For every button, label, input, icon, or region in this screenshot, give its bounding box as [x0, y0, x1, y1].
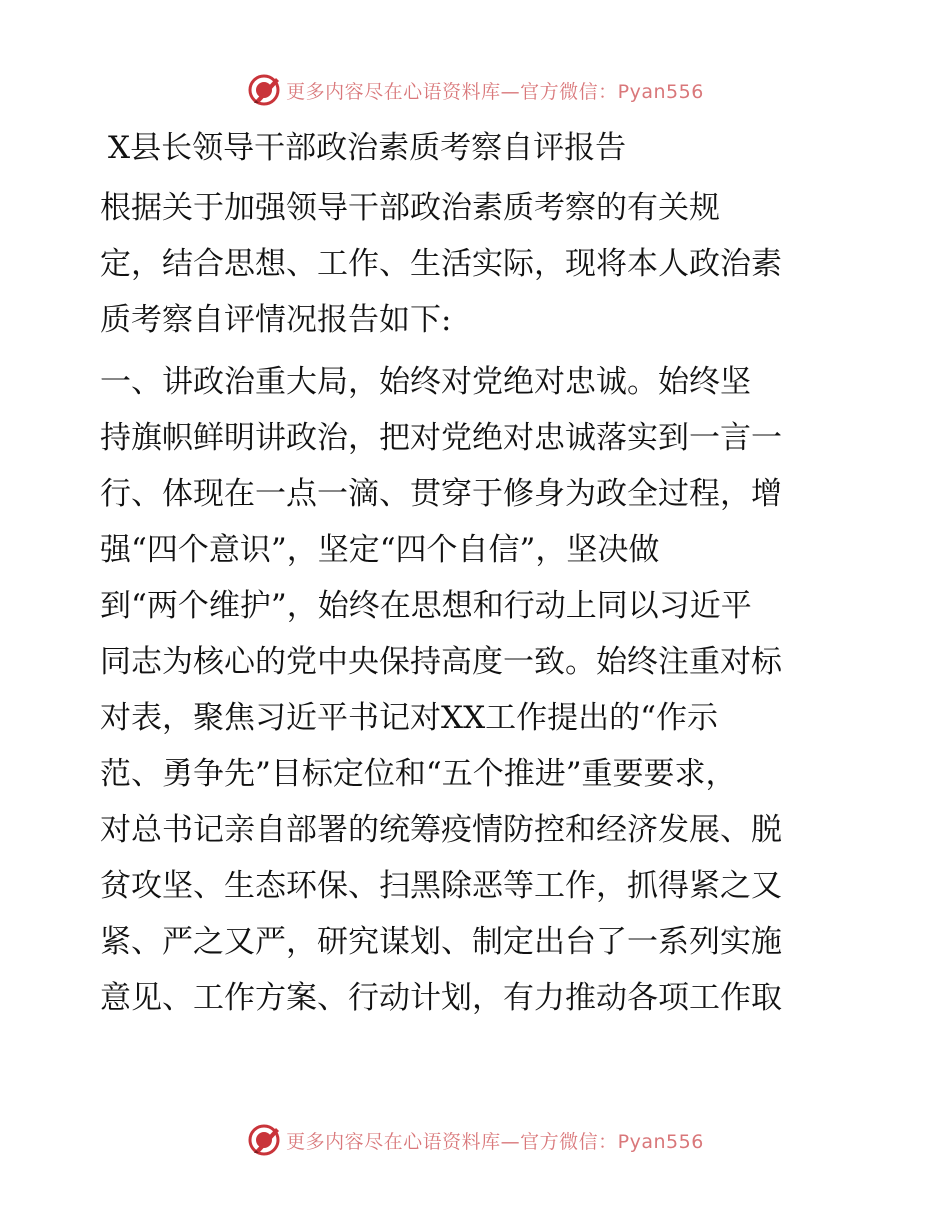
header-watermark-banner	[0, 70, 950, 110]
text-line: 质考察自评情况报告如下:	[100, 302, 452, 338]
text-line: 根据关于加强领导干部政治素质考察的有关规	[100, 190, 720, 226]
document-body	[100, 124, 860, 1032]
text-line: 紧、严之又严，研究谋划、制定出台了一系列实施	[100, 924, 782, 960]
text-line: 同志为核心的党中央保持高度一致。始终注重对标	[100, 644, 782, 680]
paragraph-section-one	[100, 354, 860, 1026]
text-line: 意见、工作方案、行动计划，有力推动各项工作取	[100, 980, 782, 1016]
paragraph-intro	[100, 180, 860, 348]
document-title: X县长领导干部政治素质考察自评报告	[108, 130, 627, 166]
text-line: 到“两个维护”，始终在思想和行动上同以习近平	[100, 588, 752, 624]
text-line: 行、体现在一点一滴、贯穿于修身为政全过程，增	[100, 476, 782, 512]
text-line: 对表，聚焦习近平书记对XX工作提出的“作示	[100, 700, 718, 736]
pen-logo-icon	[246, 1122, 282, 1158]
footer-watermark-banner	[0, 1120, 950, 1160]
header-watermark-text: 更多内容尽在心语资料库—官方微信：Pyan556	[286, 80, 704, 103]
text-line: 持旗帜鲜明讲政治，把对党绝对忠诚落实到一言一	[100, 420, 782, 456]
text-line: 贫攻坚、生态环保、扫黑除恶等工作，抓得紧之又	[100, 868, 782, 904]
pen-logo-icon	[246, 72, 282, 108]
text-line: 强“四个意识”，坚定“四个自信”，坚决做	[100, 532, 660, 568]
footer-watermark-text: 更多内容尽在心语资料库—官方微信：Pyan556	[286, 1130, 704, 1153]
text-line: 范、勇争先”目标定位和“五个推进”重要要求，	[100, 756, 737, 792]
text-line: 对总书记亲自部署的统筹疫情防控和经济发展、脱	[100, 812, 782, 848]
text-line: 定，结合思想、工作、生活实际，现将本人政治素	[100, 246, 782, 282]
text-line: 一、讲政治重大局，始终对党绝对忠诚。始终坚	[100, 364, 751, 400]
